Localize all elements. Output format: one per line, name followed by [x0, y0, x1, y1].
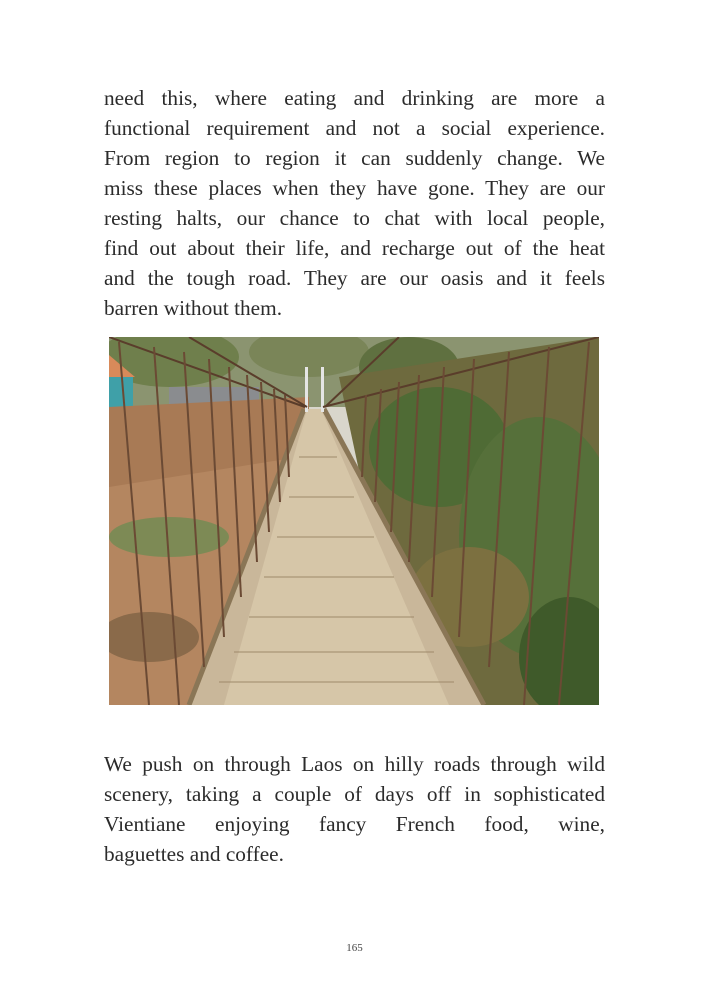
- text-line: baguettes and coffee.: [104, 842, 284, 866]
- text-line: miss these places when they have gone. They are our: [104, 176, 605, 200]
- page-number: 165: [346, 942, 363, 954]
- suspension-bridge-photo: [109, 337, 599, 705]
- text-line: From region to region it can suddenly change. We: [104, 146, 605, 170]
- text-line: need this, where eating and drinking are more a: [104, 86, 605, 110]
- text-line: scenery, taking a couple of days off in sophisticated: [104, 782, 605, 806]
- text-line: find out about their life, and recharge out of the heat: [104, 236, 605, 260]
- text-line: barren without them.: [104, 296, 283, 320]
- paragraph-2: [104, 749, 605, 869]
- text-line: functional requirement and not a social experience.: [104, 116, 605, 140]
- text-line: Vientiane enjoying fancy French food, wine,: [104, 812, 605, 836]
- paragraph-1: [104, 83, 605, 323]
- text-line: and the tough road. They are our oasis and it feels: [104, 266, 605, 290]
- text-line: We push on through Laos on hilly roads through wild: [104, 752, 605, 776]
- text-line: resting halts, our chance to chat with local people,: [104, 206, 605, 230]
